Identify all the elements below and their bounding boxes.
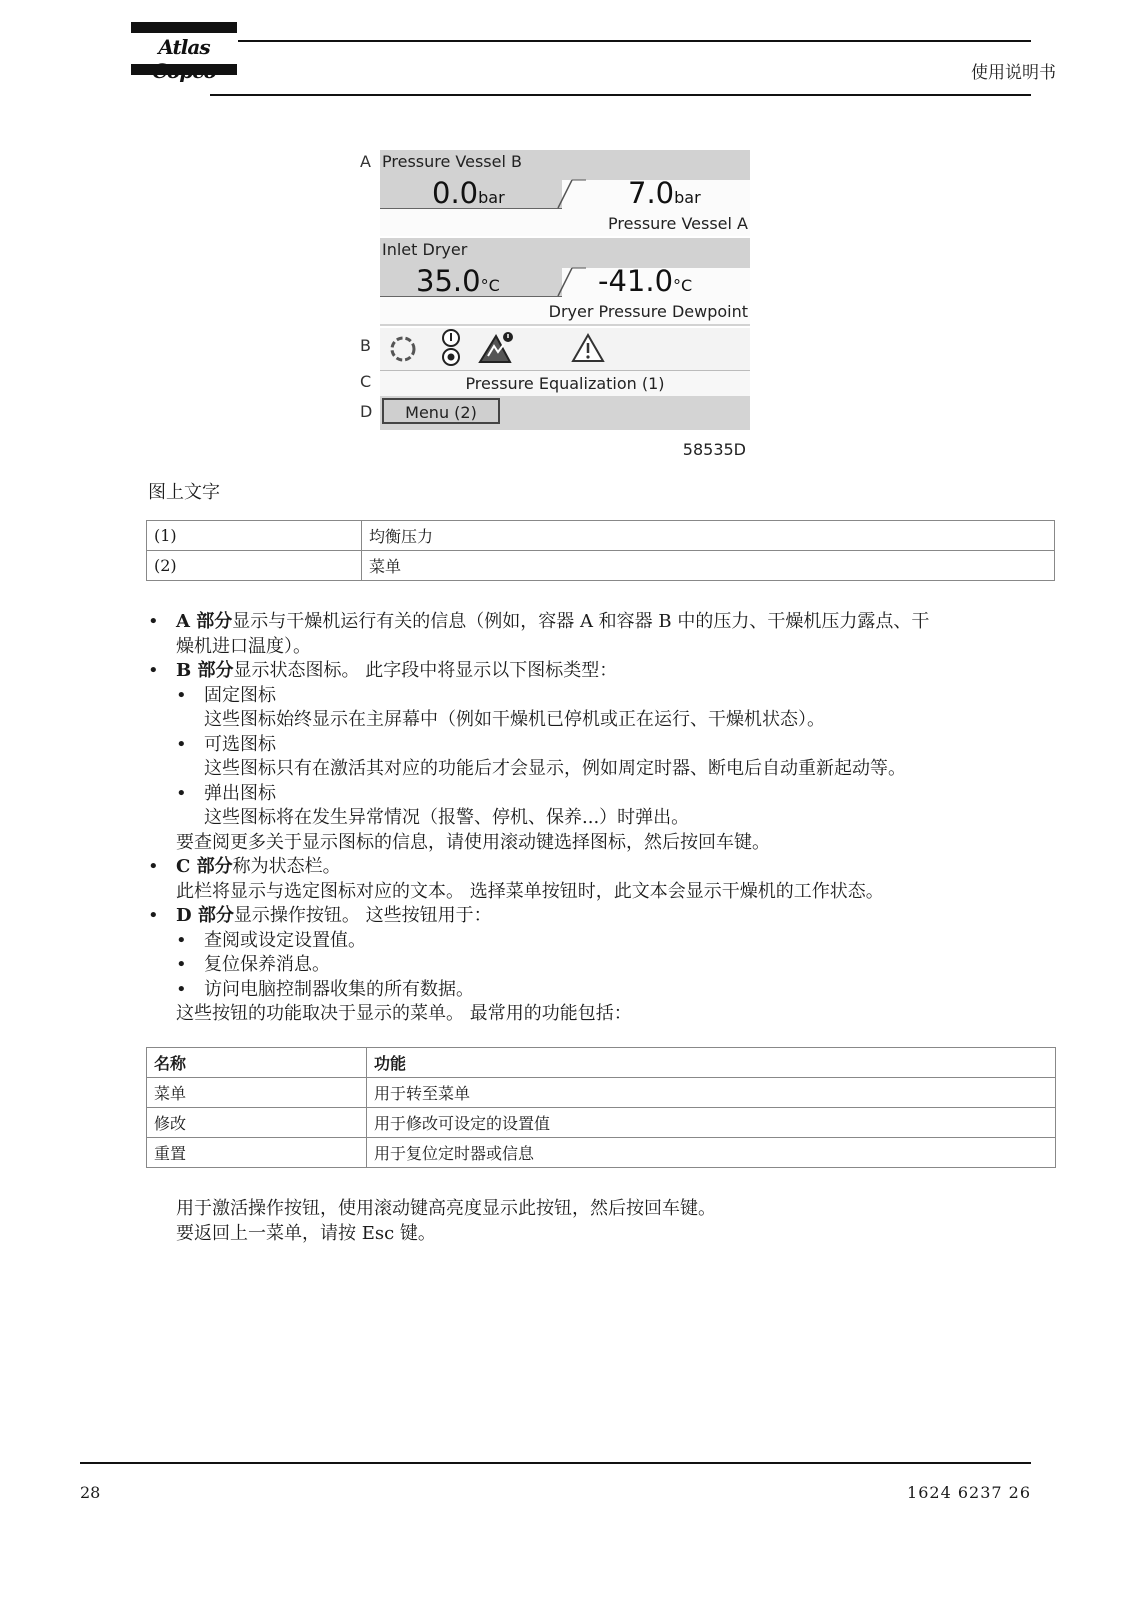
logo-bar-top [131,22,237,33]
menu-button[interactable]: Menu (2) [382,398,500,424]
closing-notes [176,1197,1036,1246]
dewpoint-label: Dryer Pressure Dewpoint [548,302,748,321]
table-cell: 重置 [147,1138,367,1168]
bullet: • [176,954,187,975]
list-item-c [148,855,1038,904]
table-row [147,1138,1056,1168]
figure-id: 58535D [682,440,746,459]
pressure-vessel-panel [380,150,750,236]
sub-item-title: 可选图标 [204,733,276,755]
table-cell: (1) [147,521,362,551]
table-row [147,1078,1056,1108]
table-header-row [147,1048,1056,1078]
bullet: • [148,856,159,877]
warning-triangle-icon[interactable] [570,332,606,364]
document-number: 1624 6237 26 [907,1483,1031,1502]
atlas-copco-logo [131,22,237,76]
table-row [147,521,1055,551]
value-unit: bar [478,188,505,207]
section-letter-b: B [360,336,371,355]
value-number: 0.0 [432,176,479,210]
sub-item-title: 固定图标 [204,684,276,706]
panel-divider-slash [556,266,586,298]
sub-item-text: 查阅或设定设置值。 [204,929,366,951]
closing-line-2: 要返回上一菜单，请按 Esc 键。 [176,1222,436,1244]
section-d-text: 显示操作按钮。 这些按钮用于： [233,905,492,926]
inlet-dryer-label: Inlet Dryer [382,240,468,259]
section-c-text: 称为状态栏。 [232,856,341,877]
list-item-a [148,610,1038,659]
section-description-list [148,610,1038,1027]
section-d-note: 这些按钮的功能取决于显示的菜单。 最常用的功能包括： [176,1003,632,1024]
controller-display-figure [358,150,770,470]
sub-item-text: 这些图标始终显示在主屏幕中（例如干燥机已停机或正在运行、干燥机状态）。 [204,709,825,730]
table-cell: 菜单 [147,1078,367,1108]
value-unit: °C [673,276,693,295]
bullet: • [176,782,187,804]
table-row [147,551,1055,581]
value-unit: bar [674,188,701,207]
inlet-dryer-value [416,264,500,298]
list-item-b [148,659,1038,855]
bullet: • [148,611,159,632]
column-header: 功能 [367,1048,1056,1078]
sub-item-text: 复位保养消息。 [204,954,330,975]
sub-item-text: 这些图标将在发生异常情况（报警、停机、保养...）时弹出。 [204,807,690,828]
value-number: 7.0 [628,176,675,210]
section-b-note: 要查阅更多关于显示图标的信息，请使用滚动键选择图标，然后按回车键。 [176,831,770,853]
sub-item [176,953,1038,978]
list-item-d [148,904,1038,1027]
panel-divider-slash [556,178,586,210]
status-bar [380,370,750,398]
sub-item-popup-icons [176,782,1038,831]
sub-item [176,978,1038,1003]
bullet: • [148,905,159,926]
legend-table [146,520,1055,581]
motor-warning-icon[interactable] [476,330,516,366]
button-bar [380,396,750,430]
sub-item [176,929,1038,954]
stop-run-icon[interactable] [440,328,462,368]
logo-text: Atlas [158,35,210,59]
bullet: • [176,733,187,755]
header-rule-bottom [210,94,1031,96]
sub-item-text: 这些图标只有在激活其对应的功能后才会显示，例如周定时器、断电后自动重新起动等。 [204,758,906,779]
section-a-label: A 部分 [176,611,233,632]
page-number: 28 [80,1483,101,1502]
section-c-label: C 部分 [176,856,233,877]
header-rule-top [238,40,1031,42]
table-cell: 菜单 [362,551,1055,581]
table-cell: (2) [147,551,362,581]
section-letter-c: C [360,372,372,391]
bullet: • [176,929,187,951]
section-a-text: 显示与干燥机运行有关的信息（例如，容器 A 和容器 B 中的压力、干燥机压力露点、干 [232,611,930,632]
function-table [146,1047,1056,1168]
sub-item-fixed-icons [176,684,1038,733]
refresh-circle-icon[interactable] [388,334,418,364]
section-b-label: B 部分 [176,660,234,681]
value-unit: °C [480,276,500,295]
status-icon-row [380,328,750,374]
bullet: • [176,684,187,706]
section-d-label: D 部分 [176,905,234,926]
section-a-text-cont: 燥机进口温度）。 [176,635,311,657]
sub-item-text: 访问电脑控制器收集的所有数据。 [204,978,474,1000]
pressure-vessel-b-label: Pressure Vessel B [382,152,522,171]
dryer-panel [380,238,750,326]
section-letter-a: A [360,152,371,171]
pressure-vessel-b-value [432,176,505,210]
table-cell: 均衡压力 [362,521,1055,551]
document-type-label: 使用说明书 [971,63,1056,83]
pressure-vessel-a-label: Pressure Vessel A [608,214,748,233]
dewpoint-value [598,264,692,298]
section-c-note: 此栏将显示与选定图标对应的文本。 选择菜单按钮时，此文本会显示干燥机的工作状态。 [176,880,884,902]
table-row [147,1108,1056,1138]
status-text: Pressure Equalization (1) [465,374,665,393]
column-header: 名称 [147,1048,367,1078]
bullet: • [148,660,159,681]
figure-caption: 图上文字 [148,482,220,503]
bullet: • [176,978,187,1000]
sub-item-optional-icons [176,733,1038,782]
section-b-text: 显示状态图标。 此字段中将显示以下图标类型： [233,660,618,681]
pressure-vessel-a-value [628,176,701,210]
section-letter-d: D [360,402,373,421]
footer-rule [80,1462,1031,1464]
value-number: -41.0 [598,264,674,298]
logo-bar-bottom [131,64,237,75]
closing-line-1: 用于激活操作按钮，使用滚动键高亮度显示此按钮，然后按回车键。 [176,1198,716,1219]
table-cell: 用于转至菜单 [367,1078,1056,1108]
table-cell: 用于修改可设定的设置值 [367,1108,1056,1138]
sub-item-title: 弹出图标 [204,782,276,804]
table-cell: 修改 [147,1108,367,1138]
table-cell: 用于复位定时器或信息 [367,1138,1056,1168]
value-number: 35.0 [416,264,481,298]
